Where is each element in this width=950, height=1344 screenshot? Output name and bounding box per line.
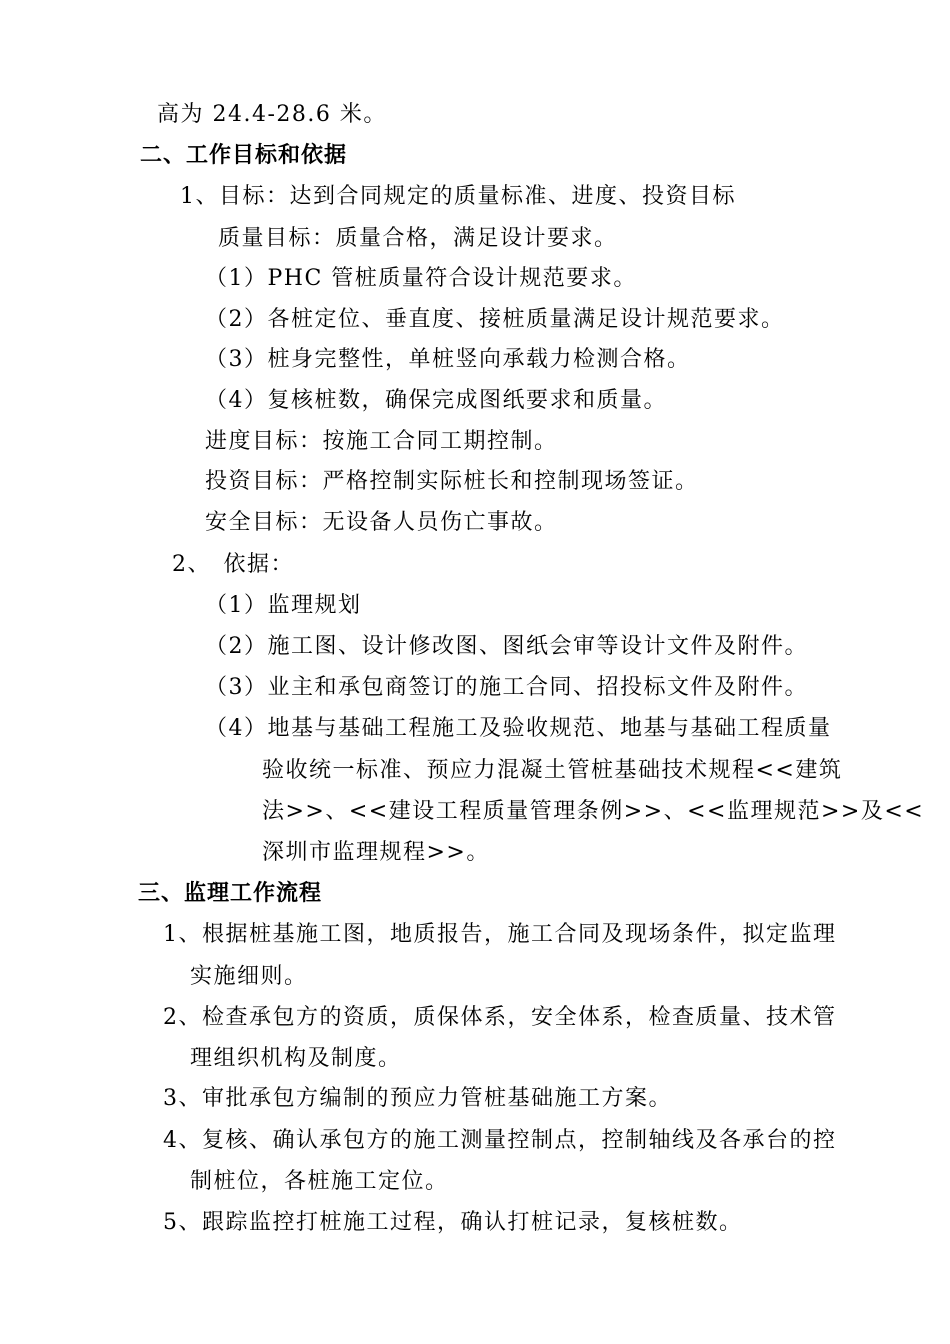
section-2-heading: 二、工作目标和依据	[140, 143, 348, 168]
basis-item-4-cont-3: 深圳市监理规程>>。	[262, 840, 490, 865]
basis-item-2: （2）施工图、设计修改图、图纸会审等设计文件及附件。	[205, 634, 808, 659]
progress-goal: 进度目标：按施工合同工期控制。	[205, 429, 558, 454]
quality-item-4: （4）复核桩数，确保完成图纸要求和质量。	[205, 388, 667, 413]
investment-goal: 投资目标：严格控制实际桩长和控制现场签证。	[205, 469, 699, 494]
step-5: 5、跟踪监控打桩施工过程，确认打桩记录，复核桩数。	[163, 1210, 743, 1235]
step-1: 1、根据桩基施工图，地质报告，施工合同及现场条件，拟定监理	[163, 922, 837, 947]
basis-item-3: （3）业主和承包商签订的施工合同、招投标文件及附件。	[205, 675, 808, 700]
step-3: 3、审批承包方编制的预应力管桩基础施工方案。	[163, 1086, 672, 1111]
step-2: 2、检查承包方的资质，质保体系，安全体系，检查质量、技术管	[163, 1005, 837, 1030]
quality-item-3: （3）桩身完整性，单桩竖向承载力检测合格。	[205, 347, 691, 372]
section-3-heading: 三、监理工作流程	[138, 881, 323, 906]
basis-item-4-cont-2: 法>>、<<建设工程质量管理条例>>、<<监理规范>>及<<	[262, 799, 925, 824]
quality-goal: 质量目标：质量合格，满足设计要求。	[218, 226, 618, 251]
step-1-cont: 实施细则。	[190, 964, 308, 989]
quality-item-1: （1）PHC 管桩质量符合设计规范要求。	[205, 266, 637, 291]
basis-item-4-cont-1: 验收统一标准、预应力混凝土管桩基础技术规程<<建筑	[262, 758, 843, 783]
basis-title: 2、 依据：	[172, 552, 294, 577]
basis-item-1: （1）监理规划	[205, 593, 362, 618]
goal-title: 1、目标：达到合同规定的质量标准、进度、投资目标	[180, 184, 736, 209]
safety-goal: 安全目标：无设备人员伤亡事故。	[205, 510, 558, 535]
basis-item-4: （4）地基与基础工程施工及验收规范、地基与基础工程质量	[205, 716, 832, 741]
step-4: 4、复核、确认承包方的施工测量控制点，控制轴线及各承台的控	[163, 1128, 837, 1153]
step-2-cont: 理组织机构及制度。	[190, 1046, 402, 1071]
quality-item-2: （2）各桩定位、垂直度、接桩质量满足设计规范要求。	[205, 307, 785, 332]
intro-line: 高为 24.4-28.6 米。	[157, 102, 387, 127]
step-4-cont: 制桩位，各桩施工定位。	[190, 1169, 449, 1194]
